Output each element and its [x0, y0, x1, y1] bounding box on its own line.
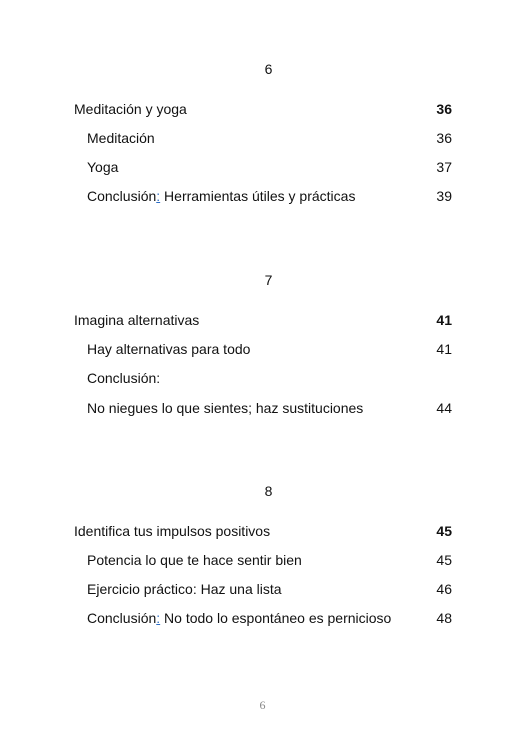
- toc-subentry[interactable]: [87, 579, 452, 599]
- subentry-title-part: No todo lo espontáneo es pernicioso: [160, 610, 392, 626]
- page-number: 36: [436, 101, 452, 117]
- page-number: 45: [436, 523, 452, 539]
- toc-subentry[interactable]: [87, 157, 452, 177]
- chapter-title: Imagina alternativas: [74, 312, 200, 328]
- subentry-title: Conclusión:: [87, 370, 161, 386]
- toc-subentry[interactable]: [87, 368, 452, 388]
- subentry-title: Ejercicio práctico: Haz una lista: [87, 581, 282, 597]
- toc-subentry[interactable]: [87, 398, 452, 418]
- subentry-title: Meditación: [87, 130, 155, 146]
- toc-subentry[interactable]: [87, 550, 452, 570]
- toc-subentry[interactable]: [87, 128, 452, 148]
- footer-page-number: 6: [259, 698, 266, 712]
- chapter-title: Identifica tus impulsos positivos: [74, 523, 271, 539]
- page-number: 39: [436, 188, 452, 204]
- chapter-number: 6: [264, 61, 273, 77]
- subentry-title: Potencia lo que te hace sentir bien: [87, 552, 302, 568]
- toc-chapter-entry[interactable]: [74, 521, 452, 541]
- subentry-title-part: Conclusión: [87, 610, 157, 626]
- hyperlink-mark[interactable]: :: [156, 188, 161, 204]
- page-number: 41: [436, 341, 452, 357]
- page-number: 41: [436, 312, 452, 328]
- page-number: 36: [436, 130, 452, 146]
- subentry-title-part: Herramientas útiles y prácticas: [160, 188, 356, 204]
- toc-chapter-entry[interactable]: [74, 310, 452, 330]
- subentry-title-part: Conclusión: [87, 188, 157, 204]
- chapter-number: 7: [264, 272, 273, 288]
- subentry-title: Hay alternativas para todo: [87, 341, 251, 357]
- subentry-title: [87, 186, 355, 206]
- toc-subentry[interactable]: [87, 608, 452, 628]
- toc-subentry[interactable]: [87, 339, 452, 359]
- page-number: 48: [436, 610, 452, 626]
- chapter-number: 8: [264, 483, 273, 499]
- page-number: 37: [436, 159, 452, 175]
- page-number: 45: [436, 552, 452, 568]
- subentry-title: No niegues lo que sientes; haz sustituciones: [87, 400, 364, 416]
- subentry-title: [87, 608, 391, 628]
- chapter-title: Meditación y yoga: [74, 101, 187, 117]
- toc-chapter-entry[interactable]: [74, 99, 452, 119]
- page-number: 46: [436, 581, 452, 597]
- subentry-title: Yoga: [87, 159, 119, 175]
- toc-subentry[interactable]: [87, 186, 452, 206]
- page-number: 44: [436, 400, 452, 416]
- hyperlink-mark[interactable]: :: [156, 610, 161, 626]
